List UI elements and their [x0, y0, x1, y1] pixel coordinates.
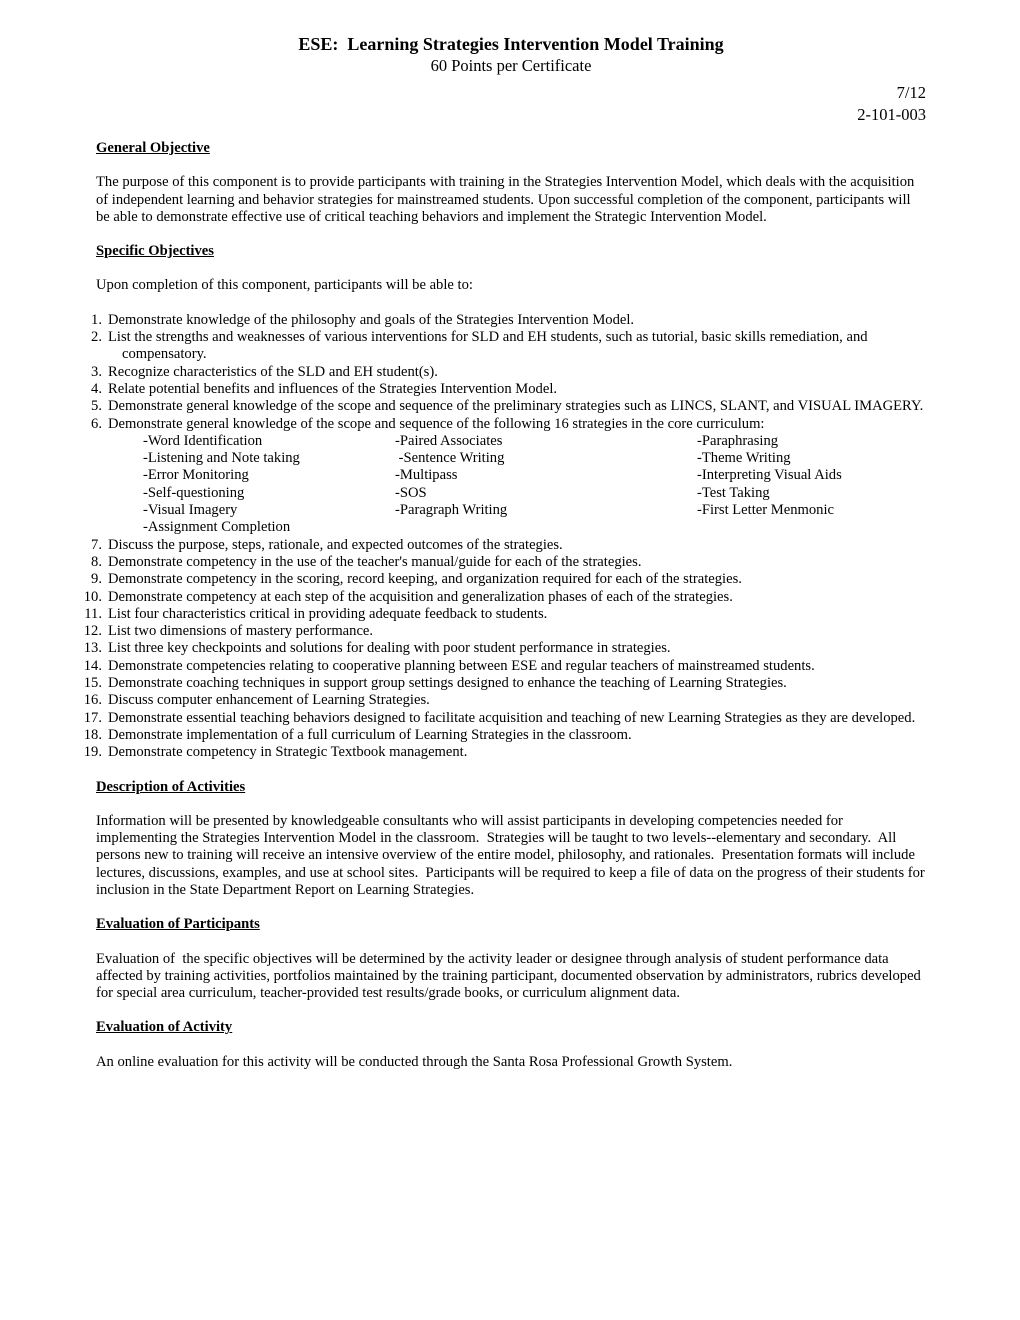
objective-number: 15. [83, 675, 102, 692]
document-code-block [96, 82, 926, 126]
objective-text: Discuss computer enhancement of Learning Strategies. [108, 692, 430, 709]
description-of-activities-paragraph: Information will be presented by knowledgeable consultants who will assist participants in developing competencies needed for implementing the Strategies Intervention Model in the classroom. Strategies will be taught to two levels--elementary and secondary. All persons new to training will receive an intensive overview of the entire model, philosophy, and rationales. Presentation formats will include lectures, discussions, examples, and use at school sites. Participants will be required to keep a file of data on the progress of their students for inclusion in the State Department Report on Learning Strategies. [96, 812, 929, 898]
objective-number: 19. [83, 744, 102, 761]
objective-number: 17. [83, 709, 102, 726]
objective-text: Demonstrate implementation of a full curriculum of Learning Strategies in the classroom. [108, 726, 632, 743]
objective-number: 7. [91, 536, 102, 553]
objective-item-8 [91, 553, 926, 571]
objective-item-13 [83, 640, 926, 657]
general-objective-paragraph: The purpose of this component is to provide participants with training in the Strategies Intervention Model, which deals with the acquisition of independent learning and behavior strategies for mainstreamed students. Upon successful completion of the component, participants will be able to demonstrate effective use of critical teaching behaviors and implement the Strategic Intervention Model. [96, 174, 918, 225]
strategy-item: -Sentence Writing [395, 450, 505, 467]
strategies-column-2 [395, 433, 697, 537]
objective-item-11 [84, 605, 926, 623]
strategy-item: -Test Taking [697, 484, 770, 501]
objective-text: Demonstrate knowledge of the philosophy and goals of the Strategies Intervention Model. [108, 311, 635, 328]
evaluation-of-activity-paragraph: An online evaluation for this activity will be conducted through the Santa Rosa Professional Growth System. [96, 1053, 733, 1070]
objective-item-19 [83, 744, 926, 761]
objective-number: 9. [91, 571, 102, 588]
objective-item-16 [83, 692, 926, 709]
strategy-item: -Paraphrasing [697, 432, 779, 449]
revision-date: 7/12 [896, 83, 926, 102]
content-area [83, 34, 929, 1071]
specific-objectives-list [83, 311, 926, 762]
objective-item-2 [91, 329, 926, 364]
strategies-column-3 [697, 433, 926, 537]
document-title: ESE: Learning Strategies Intervention Model Training [298, 34, 724, 54]
objective-text: Demonstrate coaching techniques in support group settings designed to enhance the teaching of Learning Strategies. [108, 675, 787, 692]
objective-text: Demonstrate competency in the use of the teacher's manual/guide for each of the strategies. [108, 553, 642, 570]
strategy-item: -Self-questioning [143, 484, 245, 501]
strategy-item: -Error Monitoring [143, 467, 249, 484]
document-subtitle: 60 Points per Certificate [430, 56, 592, 75]
objective-text: Demonstrate general knowledge of the scope and sequence of the following 16 strategies in the core curriculum: [108, 415, 765, 432]
strategy-item: -Word Identification [143, 432, 263, 449]
objective-text: Discuss the purpose, steps, rationale, and expected outcomes of the strategies. [108, 536, 563, 553]
heading-evaluation-of-activity: Evaluation of Activity [96, 1019, 233, 1036]
objective-number: 8. [91, 553, 102, 570]
objective-text: Demonstrate competencies relating to cooperative planning between ESE and regular teachers of mainstreamed students. [108, 657, 815, 674]
objective-number: 5. [91, 398, 102, 415]
strategy-item: -Assignment Completion [143, 519, 291, 536]
objective-number: 6. [91, 415, 102, 432]
strategy-item: -Paragraph Writing [395, 502, 508, 519]
objective-number: 12. [83, 623, 102, 640]
objective-text: List two dimensions of mastery performance. [108, 623, 374, 640]
strategy-item: -SOS [395, 484, 427, 501]
objective-item-3 [91, 363, 926, 381]
heading-general-objective: General Objective [96, 140, 210, 156]
strategy-item: -Listening and Note taking [143, 450, 300, 467]
heading-description-of-activities: Description of Activities [96, 778, 246, 795]
heading-evaluation-of-participants: Evaluation of Participants [96, 916, 260, 933]
objective-number: 16. [83, 692, 102, 709]
strategy-item: -Theme Writing [697, 450, 791, 467]
objective-number: 2. [91, 329, 102, 346]
component-number: 2-101-003 [857, 105, 926, 124]
objective-text: Demonstrate competency in Strategic Textbook management. [108, 744, 468, 761]
objective-item-7 [91, 536, 926, 554]
objective-item-5 [91, 398, 926, 415]
objective-text: List the strengths and weaknesses of various interventions for SLD and EH students, such as tutorial, basic skills remediation, and compensatory. [108, 329, 872, 363]
objective-text: List three key checkpoints and solutions for dealing with poor student performance in strategies. [108, 640, 671, 657]
strategy-item: -First Letter Menmonic [697, 502, 834, 519]
objective-number: 1. [91, 311, 102, 328]
objective-text: List four characteristics critical in providing adequate feedback to students. [108, 605, 548, 622]
objective-item-10 [83, 588, 926, 606]
objective-number: 13. [83, 640, 102, 657]
objective-number: 18. [83, 726, 102, 743]
objective-text: Demonstrate general knowledge of the scope and sequence of the preliminary strategies such as LINCS, SLANT, and VISUAL IMAGERY. [108, 398, 924, 415]
objective-item-17 [83, 709, 926, 727]
objective-item-4 [91, 380, 926, 398]
objective-number: 10. [83, 588, 102, 605]
strategies-column-1 [143, 433, 395, 537]
objective-number: 4. [91, 380, 102, 397]
objective-item-15 [83, 675, 926, 692]
objective-number: 3. [91, 363, 102, 380]
objective-item-6 [91, 415, 926, 433]
objective-text: Demonstrate competency in the scoring, record keeping, and organization required for each of the strategies. [108, 571, 742, 588]
objective-text: Demonstrate competency at each step of the acquisition and generalization phases of each of the strategies. [108, 588, 733, 605]
strategy-item: -Multipass [395, 467, 458, 484]
objective-item-9 [91, 571, 926, 588]
strategy-item: -Visual Imagery [143, 502, 238, 519]
objective-text: Relate potential benefits and influences of the Strategies Intervention Model. [108, 380, 558, 397]
heading-specific-objectives: Specific Objectives [96, 243, 214, 260]
objective-item-1 [91, 311, 926, 329]
evaluation-of-participants-paragraph: Evaluation of the specific objectives will be determined by the activity leader or designee through analysis of student performance data affected by training activities, portfolios maintained by the training participant, documented observation by administrators, rubrics developed for special area curriculum, teacher-provided test results/grade books, or curriculum alignment data. [96, 950, 925, 1002]
specific-objectives-intro: Upon completion of this component, participants will be able to: [96, 277, 473, 294]
objective-number: 11. [84, 605, 102, 622]
strategy-item: -Paired Associates [395, 432, 503, 449]
objective-item-14 [83, 657, 926, 675]
strategies-grid [143, 433, 926, 537]
objective-item-18 [83, 726, 926, 744]
objective-text: Demonstrate essential teaching behaviors designed to facilitate acquisition and teaching of new Learning Strategies as they are developed. [108, 709, 916, 726]
objective-text: Recognize characteristics of the SLD and EH student(s). [108, 363, 438, 380]
objective-item-12 [83, 623, 926, 640]
strategy-item: -Interpreting Visual Aids [697, 467, 842, 484]
objective-number: 14. [83, 657, 102, 674]
